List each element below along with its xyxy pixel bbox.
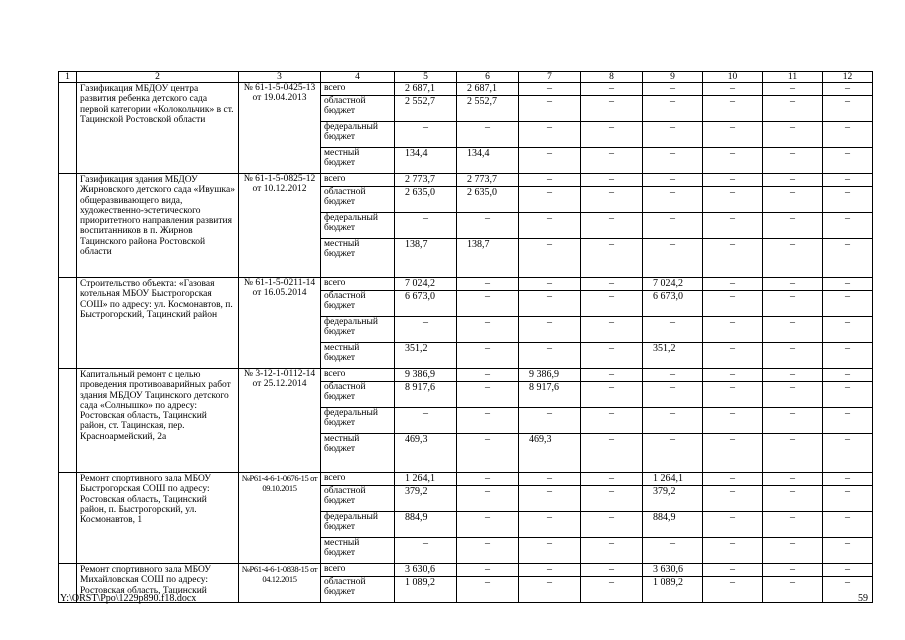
amount-cell: – (823, 148, 873, 174)
amount-cell: – (823, 486, 873, 512)
object-name-cell: Газификация здания МБДОУ Жирновского детского сада «Ивушка» общеразвивающего вида, художественно-эстетического приоритетного направления развития воспитанников в п. Жирнов Тацинского района Ростовской области (77, 174, 239, 278)
amount-cell: – (763, 343, 823, 369)
amount-cell: – (703, 83, 763, 96)
amount-cell: – (823, 96, 873, 122)
amount-cell: – (823, 174, 873, 187)
funding-source-cell: местный бюджет (321, 434, 395, 473)
amount-cell: – (643, 83, 703, 96)
amount-cell: – (457, 486, 519, 512)
amount-cell: – (581, 512, 643, 538)
amount-cell: – (703, 96, 763, 122)
amount-cell: – (643, 148, 703, 174)
funding-source-cell: областной бюджет (321, 486, 395, 512)
amount-cell: – (643, 434, 703, 473)
funding-source-cell: местный бюджет (321, 239, 395, 278)
funding-source-cell: федеральный бюджет (321, 317, 395, 343)
amount-cell: 3 630,6 (643, 564, 703, 577)
table-row (59, 473, 873, 486)
amount-cell: – (823, 408, 873, 434)
permit-cell: №Р61-4-6-1-0838-15 от 04.12.2015 (239, 564, 321, 603)
amount-cell: – (703, 408, 763, 434)
amount-cell: – (763, 369, 823, 382)
funding-source-cell: федеральный бюджет (321, 408, 395, 434)
amount-cell: – (457, 538, 519, 564)
amount-cell: – (395, 408, 457, 434)
amount-cell: – (519, 473, 581, 486)
amount-cell: – (763, 382, 823, 408)
table-row (59, 564, 873, 577)
object-name-cell: Ремонт спортивного зала МБОУ Быстрогорская СОШ по адресу: Ростовская область, Тацинский район, п. Быстрогорский, ул. Космонавтов, 1 (77, 473, 239, 564)
amount-cell: – (703, 538, 763, 564)
funding-source-cell: областной бюджет (321, 382, 395, 408)
amount-cell: – (763, 564, 823, 577)
amount-cell: – (519, 239, 581, 278)
amount-cell: – (395, 213, 457, 239)
amount-cell: – (823, 343, 873, 369)
amount-cell: – (519, 122, 581, 148)
amount-cell: – (519, 174, 581, 187)
amount-cell: – (763, 486, 823, 512)
amount-cell: – (823, 369, 873, 382)
amount-cell: – (703, 564, 763, 577)
document-path: Y:\ORST\Ppo\1229p890.f18.docx (60, 593, 197, 604)
amount-cell: – (703, 577, 763, 603)
amount-cell: – (519, 291, 581, 317)
funding-source-cell: федеральный бюджет (321, 213, 395, 239)
row-number-cell (59, 83, 77, 174)
object-name-cell: Строительство объекта: «Газовая котельная МБОУ Быстрогорская СОШ» по адресу: ул. Космонавтов, п. Быстрогорский, Тацинский район (77, 278, 239, 369)
amount-cell: 2 552,7 (457, 96, 519, 122)
funding-source-cell: областной бюджет (321, 187, 395, 213)
amount-cell: 134,4 (457, 148, 519, 174)
amount-cell: – (763, 278, 823, 291)
amount-cell: – (519, 96, 581, 122)
amount-cell: – (457, 278, 519, 291)
amount-cell: – (763, 291, 823, 317)
amount-cell: – (581, 486, 643, 512)
amount-cell: 134,4 (395, 148, 457, 174)
amount-cell: – (457, 408, 519, 434)
amount-cell: 2 773,7 (395, 174, 457, 187)
column-number: 9 (643, 72, 703, 83)
amount-cell: 1 089,2 (395, 577, 457, 603)
amount-cell: 1 264,1 (643, 473, 703, 486)
amount-cell: – (581, 382, 643, 408)
amount-cell: 6 673,0 (395, 291, 457, 317)
amount-cell: – (581, 96, 643, 122)
amount-cell: – (457, 343, 519, 369)
amount-cell: – (395, 317, 457, 343)
amount-cell: 379,2 (395, 486, 457, 512)
amount-cell: – (519, 343, 581, 369)
amount-cell: – (763, 239, 823, 278)
funding-source-cell: федеральный бюджет (321, 512, 395, 538)
amount-cell: 2 687,1 (457, 83, 519, 96)
amount-cell: – (703, 239, 763, 278)
amount-cell: – (823, 187, 873, 213)
amount-cell: – (581, 291, 643, 317)
amount-cell: – (581, 369, 643, 382)
permit-cell: № 61-1-5-0425-13 от 19.04.2013 (239, 83, 321, 174)
amount-cell: – (519, 213, 581, 239)
permit-cell: № 61-1-5-0825-12 от 10.12.2012 (239, 174, 321, 278)
funding-source-cell: всего (321, 174, 395, 187)
column-number: 5 (395, 72, 457, 83)
amount-cell: 2 635,0 (395, 187, 457, 213)
amount-cell: – (519, 408, 581, 434)
amount-cell: 469,3 (519, 434, 581, 473)
amount-cell: – (823, 512, 873, 538)
amount-cell: – (763, 408, 823, 434)
amount-cell: – (823, 317, 873, 343)
amount-cell: – (643, 239, 703, 278)
column-number: 12 (823, 72, 873, 83)
amount-cell: – (703, 382, 763, 408)
permit-cell: № 61-1-5-0211-14 от 16.05.2014 (239, 278, 321, 369)
column-number: 6 (457, 72, 519, 83)
amount-cell: – (703, 278, 763, 291)
amount-cell: – (823, 434, 873, 473)
amount-cell: 8 917,6 (519, 382, 581, 408)
amount-cell: – (581, 239, 643, 278)
amount-cell: – (823, 122, 873, 148)
amount-cell: 9 386,9 (519, 369, 581, 382)
column-number: 1 (59, 72, 77, 83)
funding-source-cell: федеральный бюджет (321, 122, 395, 148)
amount-cell: – (823, 564, 873, 577)
table-row (59, 174, 873, 187)
amount-cell: – (823, 83, 873, 96)
amount-cell: – (519, 512, 581, 538)
column-number: 8 (581, 72, 643, 83)
table-row (59, 278, 873, 291)
amount-cell: – (823, 213, 873, 239)
amount-cell: – (519, 278, 581, 291)
amount-cell: 2 552,7 (395, 96, 457, 122)
funding-source-cell: всего (321, 564, 395, 577)
amount-cell: – (703, 174, 763, 187)
amount-cell: – (519, 317, 581, 343)
column-number-row (59, 72, 873, 83)
amount-cell: 351,2 (395, 343, 457, 369)
funding-source-cell: областной бюджет (321, 577, 395, 603)
funding-source-cell: всего (321, 278, 395, 291)
amount-cell: – (643, 538, 703, 564)
amount-cell: – (703, 473, 763, 486)
amount-cell: – (519, 486, 581, 512)
amount-cell: – (643, 317, 703, 343)
amount-cell: – (763, 317, 823, 343)
table-row (59, 83, 873, 96)
amount-cell: – (581, 434, 643, 473)
amount-cell: 8 917,6 (395, 382, 457, 408)
amount-cell: – (457, 213, 519, 239)
amount-cell: – (823, 577, 873, 603)
amount-cell: – (763, 538, 823, 564)
amount-cell: – (643, 174, 703, 187)
amount-cell: – (703, 434, 763, 473)
amount-cell: – (457, 291, 519, 317)
amount-cell: – (581, 317, 643, 343)
amount-cell: – (457, 564, 519, 577)
amount-cell: 2 635,0 (457, 187, 519, 213)
amount-cell: – (763, 83, 823, 96)
amount-cell: – (703, 148, 763, 174)
amount-cell: – (457, 434, 519, 473)
amount-cell: – (643, 122, 703, 148)
amount-cell: – (643, 187, 703, 213)
amount-cell: – (763, 148, 823, 174)
amount-cell: 469,3 (395, 434, 457, 473)
amount-cell: – (581, 473, 643, 486)
amount-cell: – (763, 122, 823, 148)
amount-cell: 6 673,0 (643, 291, 703, 317)
amount-cell: – (703, 187, 763, 213)
amount-cell: 7 024,2 (643, 278, 703, 291)
amount-cell: – (395, 538, 457, 564)
permit-cell: № 3-12-1-0112-14 от 25.12.2014 (239, 369, 321, 473)
amount-cell: – (823, 291, 873, 317)
amount-cell: – (519, 83, 581, 96)
amount-cell: – (519, 564, 581, 577)
amount-cell: – (581, 122, 643, 148)
amount-cell: – (763, 512, 823, 538)
amount-cell: – (823, 278, 873, 291)
amount-cell: – (703, 317, 763, 343)
amount-cell: 1 089,2 (643, 577, 703, 603)
amount-cell: 379,2 (643, 486, 703, 512)
amount-cell: 884,9 (395, 512, 457, 538)
funding-source-cell: всего (321, 83, 395, 96)
row-number-cell (59, 369, 77, 473)
amount-cell: – (823, 473, 873, 486)
amount-cell: 138,7 (395, 239, 457, 278)
amount-cell: – (703, 291, 763, 317)
amount-cell: 1 264,1 (395, 473, 457, 486)
funding-source-cell: всего (321, 369, 395, 382)
amount-cell: – (581, 174, 643, 187)
funding-source-cell: всего (321, 473, 395, 486)
amount-cell: – (581, 83, 643, 96)
amount-cell: – (823, 538, 873, 564)
amount-cell: – (643, 382, 703, 408)
amount-cell: – (581, 538, 643, 564)
amount-cell: – (519, 148, 581, 174)
funding-source-cell: областной бюджет (321, 96, 395, 122)
amount-cell: – (581, 213, 643, 239)
amount-cell: – (581, 148, 643, 174)
funding-source-cell: местный бюджет (321, 538, 395, 564)
amount-cell: – (457, 369, 519, 382)
row-number-cell (59, 473, 77, 564)
amount-cell: – (519, 577, 581, 603)
amount-cell: – (643, 408, 703, 434)
amount-cell: – (395, 122, 457, 148)
amount-cell: – (703, 343, 763, 369)
column-number: 3 (239, 72, 321, 83)
amount-cell: – (519, 538, 581, 564)
amount-cell: – (457, 577, 519, 603)
amount-cell: – (457, 512, 519, 538)
funding-table (58, 71, 873, 603)
amount-cell: – (581, 564, 643, 577)
object-name-cell: Ремонт спортивного зала МБОУ Михайловская СОШ по адресу: Ростовская область, Тацинский (77, 564, 239, 603)
amount-cell: – (823, 382, 873, 408)
column-number: 10 (703, 72, 763, 83)
amount-cell: – (763, 174, 823, 187)
amount-cell: – (457, 317, 519, 343)
amount-cell: – (703, 122, 763, 148)
amount-cell: – (457, 382, 519, 408)
table-row (59, 369, 873, 382)
amount-cell: 3 630,6 (395, 564, 457, 577)
funding-source-cell: областной бюджет (321, 291, 395, 317)
amount-cell: – (457, 473, 519, 486)
object-name-cell: Газификация МБДОУ центра развития ребенка детского сада первой категории «Колокольчик» в ст. Тацинской Ростовской области (77, 83, 239, 174)
amount-cell: 2 773,7 (457, 174, 519, 187)
amount-cell: 9 386,9 (395, 369, 457, 382)
column-number: 11 (763, 72, 823, 83)
object-name-cell: Капитальный ремонт с целью проведения противоаварийных работ здания МБДОУ Тацинского детского сада «Солнышко» по адресу: Ростовская область, Тацинский район, ст. Тацинская, пер. Красноармейский, 2а (77, 369, 239, 473)
funding-source-cell: местный бюджет (321, 343, 395, 369)
amount-cell: 884,9 (643, 512, 703, 538)
amount-cell: – (581, 408, 643, 434)
amount-cell: – (703, 486, 763, 512)
amount-cell: – (763, 434, 823, 473)
amount-cell: 351,2 (643, 343, 703, 369)
permit-cell: №Р61-4-6-1-0676-15 от 09.10.2015 (239, 473, 321, 564)
amount-cell: – (581, 343, 643, 369)
amount-cell: – (703, 213, 763, 239)
column-number: 7 (519, 72, 581, 83)
amount-cell: – (581, 577, 643, 603)
row-number-cell (59, 278, 77, 369)
amount-cell: 7 024,2 (395, 278, 457, 291)
amount-cell: – (703, 512, 763, 538)
funding-source-cell: местный бюджет (321, 148, 395, 174)
amount-cell: – (643, 96, 703, 122)
amount-cell: – (763, 96, 823, 122)
column-number: 2 (77, 72, 239, 83)
amount-cell: – (519, 187, 581, 213)
amount-cell: – (823, 239, 873, 278)
page-number: 59 (858, 593, 868, 604)
amount-cell: – (457, 122, 519, 148)
column-number: 4 (321, 72, 395, 83)
amount-cell: – (763, 577, 823, 603)
amount-cell: – (763, 473, 823, 486)
row-number-cell (59, 174, 77, 278)
amount-cell: – (643, 213, 703, 239)
amount-cell: – (703, 369, 763, 382)
amount-cell: 2 687,1 (395, 83, 457, 96)
amount-cell: – (581, 278, 643, 291)
amount-cell: – (643, 369, 703, 382)
amount-cell: – (581, 187, 643, 213)
amount-cell: – (763, 213, 823, 239)
amount-cell: – (763, 187, 823, 213)
amount-cell: 138,7 (457, 239, 519, 278)
